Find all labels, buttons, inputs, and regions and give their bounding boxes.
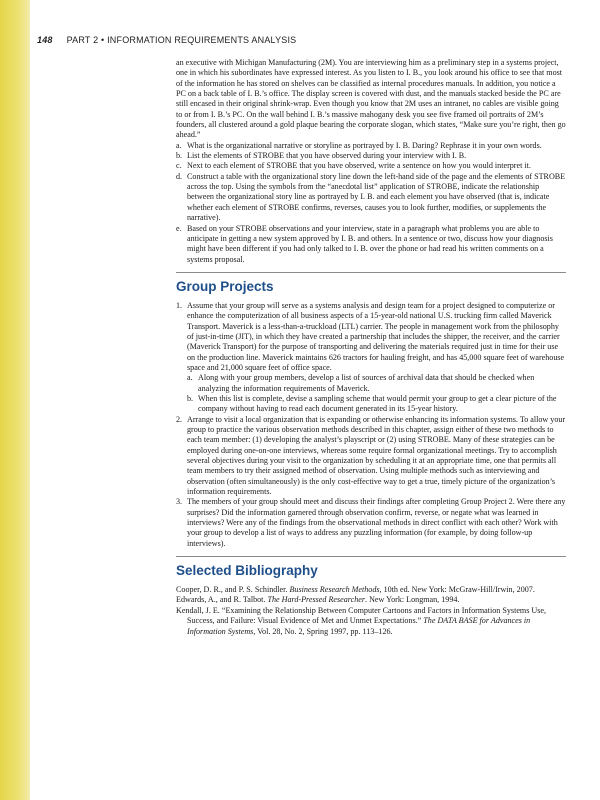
question-text: Based on your STROBE observations and your interview, state in a paragraph what problems you are able to anticipate in getting a new system approved by I. B. and others. In a sentence or two, discuss how your diagnosis might have been different if you had only talked to I. B. over the phone or had read his written comments on a systems proposal. (187, 223, 553, 264)
project-number: 2. (176, 414, 183, 424)
project-sub-label: b. (187, 393, 194, 403)
intro-paragraph: an executive with Michigan Manufacturing (2M). You are interviewing him as a preliminary step in a systems project, one in which his subordinates have expressed interest. As you listen to I. B., you look around his office to see that most of the information he has stored on shelves can be classified as internal procedures manuals. In addition, you notice a PC on a back table of I. B.’s office. The display screen is covered with dust, and the manuals stacked beside the PC are still encased in their original shrink-wrap. Even though you know that 2M uses an intranet, no cables are visible going to or from I. B.’s PC. On the wall behind I. B.’s massive mahogany desk you see five framed oil portraits of 2M’s founders, all clustered around a gold plaque bearing the corporate slogan, which states, “Make sure you’re right, then go ahead.” (176, 58, 566, 140)
question-label: c. (176, 161, 182, 171)
project-text: The members of your group should meet and discuss their findings after completing Group Project 2. Were there any surprises? Did the information garnered through observation confirm, reverse, or negate what was learned in interviews? Were any of the findings from the observational methods in direct conflict with each other? Work with your group to develop a list of ways to address any puzzling information (for example, by doing follow-up interviews). (187, 497, 566, 548)
question-item (176, 172, 566, 224)
question-text: Next to each element of STROBE that you have observed, write a sentence on how you would interpret it. (187, 161, 531, 171)
project-item (176, 497, 566, 549)
question-text: What is the organizational narrative or storyline as portrayed by I. B. Daring? Rephrase it in your own words. (187, 140, 542, 150)
bibliography-entry (176, 585, 566, 595)
bib-authors: Kendall, J. E. “Examining the Relationship Between Computer Cartoons and Factors in Information Systems Use, Success, and Failure: Visual Evidence of Met and Unmet Expectations.” (176, 605, 547, 626)
project-item (176, 415, 566, 498)
bibliography-heading: Selected Bibliography (176, 563, 318, 579)
question-label: e. (176, 223, 182, 233)
bib-title: Business Research Methods (289, 585, 380, 595)
section-divider (176, 272, 566, 273)
question-list (176, 141, 566, 265)
bibliography-entry (176, 606, 566, 637)
bib-details: . New York: Longman, 1994. (365, 595, 460, 605)
bibliography-entry (176, 595, 566, 605)
bib-authors: Cooper, D. R., and P. S. Schindler. (176, 585, 290, 595)
bib-authors: Edwards, A., and R. Talbot. (176, 595, 268, 605)
project-sub-text: Along with your group members, develop a list of sources of archival data that should be checked when analyzing the information requirements of Maverick. (198, 373, 535, 393)
group-projects-heading: Group Projects (176, 278, 274, 294)
bib-title: The Hard-Pressed Researcher (267, 595, 366, 605)
yellow-margin-bar (0, 0, 30, 800)
project-sub-label: a. (187, 373, 193, 383)
project-subitem (176, 373, 566, 394)
bibliography-list (176, 585, 566, 637)
bib-details: , 10th ed. New York: McGraw-Hill/Irwin, 2007. (379, 585, 535, 595)
question-item (176, 224, 566, 265)
question-label: d. (176, 171, 183, 181)
page-number: 148 (37, 35, 53, 45)
part-label: PART 2 • INFORMATION REQUIREMENTS ANALYSIS (66, 35, 297, 45)
running-head (37, 35, 296, 45)
page-content (176, 58, 566, 637)
question-text: Construct a table with the organizational story line down the left-hand side of the page and the elements of STROBE across the top. Using the symbols from the “anecdotal list” application of STROBE, indicate the relationship between the organizational story line as portrayed by I. B. and each element you have observed (that is, indicate whether each element of STROBE confirms, reverses, causes you to look further, modifies, or supplements the narrative). (187, 171, 566, 223)
question-text: List the elements of STROBE that you have observed during your interview with I. B. (187, 151, 467, 161)
question-item (176, 141, 566, 151)
question-label: b. (176, 151, 183, 161)
question-item (176, 151, 566, 161)
project-subitem (176, 394, 566, 415)
section-divider (176, 556, 566, 557)
project-number: 3. (176, 497, 183, 507)
bib-details: , Vol. 28, No. 2, Spring 1997, pp. 113–126. (253, 626, 393, 636)
group-projects-list (176, 301, 566, 549)
bib-title: The DATA BASE for Advances in Information Systems (187, 616, 531, 636)
question-item (176, 161, 566, 171)
project-item (176, 301, 566, 373)
project-text: Arrange to visit a local organization that is expanding or otherwise enhancing its information systems. To allow your group to practice the various observation methods described in this chapter, assign either of these two methods to each team member: (1) developing the analyst’s playscript or (2) using STROBE. Many of these strategies can be employed during one-on-one interviews, whereas some require formal organizational meetings. Try to accomplish several objectives during your visit to the organization by scheduling it at an appropriate time, one that permits all team members to try their assigned method of observation. Using multiple methods such as interviewing and observation (often simultaneously) is the only cost-effective way to get a true, timely picture of the organization’s information requirements. (187, 414, 566, 497)
project-number: 1. (176, 300, 183, 310)
project-sub-text: When this list is complete, devise a sampling scheme that would permit your group to get a clear picture of the company without having to read each document generated in its 15-year history. (198, 393, 557, 414)
project-text: Assume that your group will serve as a systems analysis and design team for a project designed to computerize or enhance the computerization of all business aspects of a 15-year-old national U.S. trucking firm called Maverick Transport. Maverick is a less-than-a-truckload (LTL) carrier. The people in management work from the philosophy of just-in-time (JIT), in which they have created a partnership that includes the shipper, the receiver, and the carrier (Maverick Transport) for the purpose of transporting and delivering the materials required just in time for their use on the production line. Maverick maintains 626 tractors for hauling freight, and has 45,000 square feet of warehouse space and 21,000 square feet of office space. (187, 300, 565, 372)
question-label: a. (176, 140, 182, 150)
